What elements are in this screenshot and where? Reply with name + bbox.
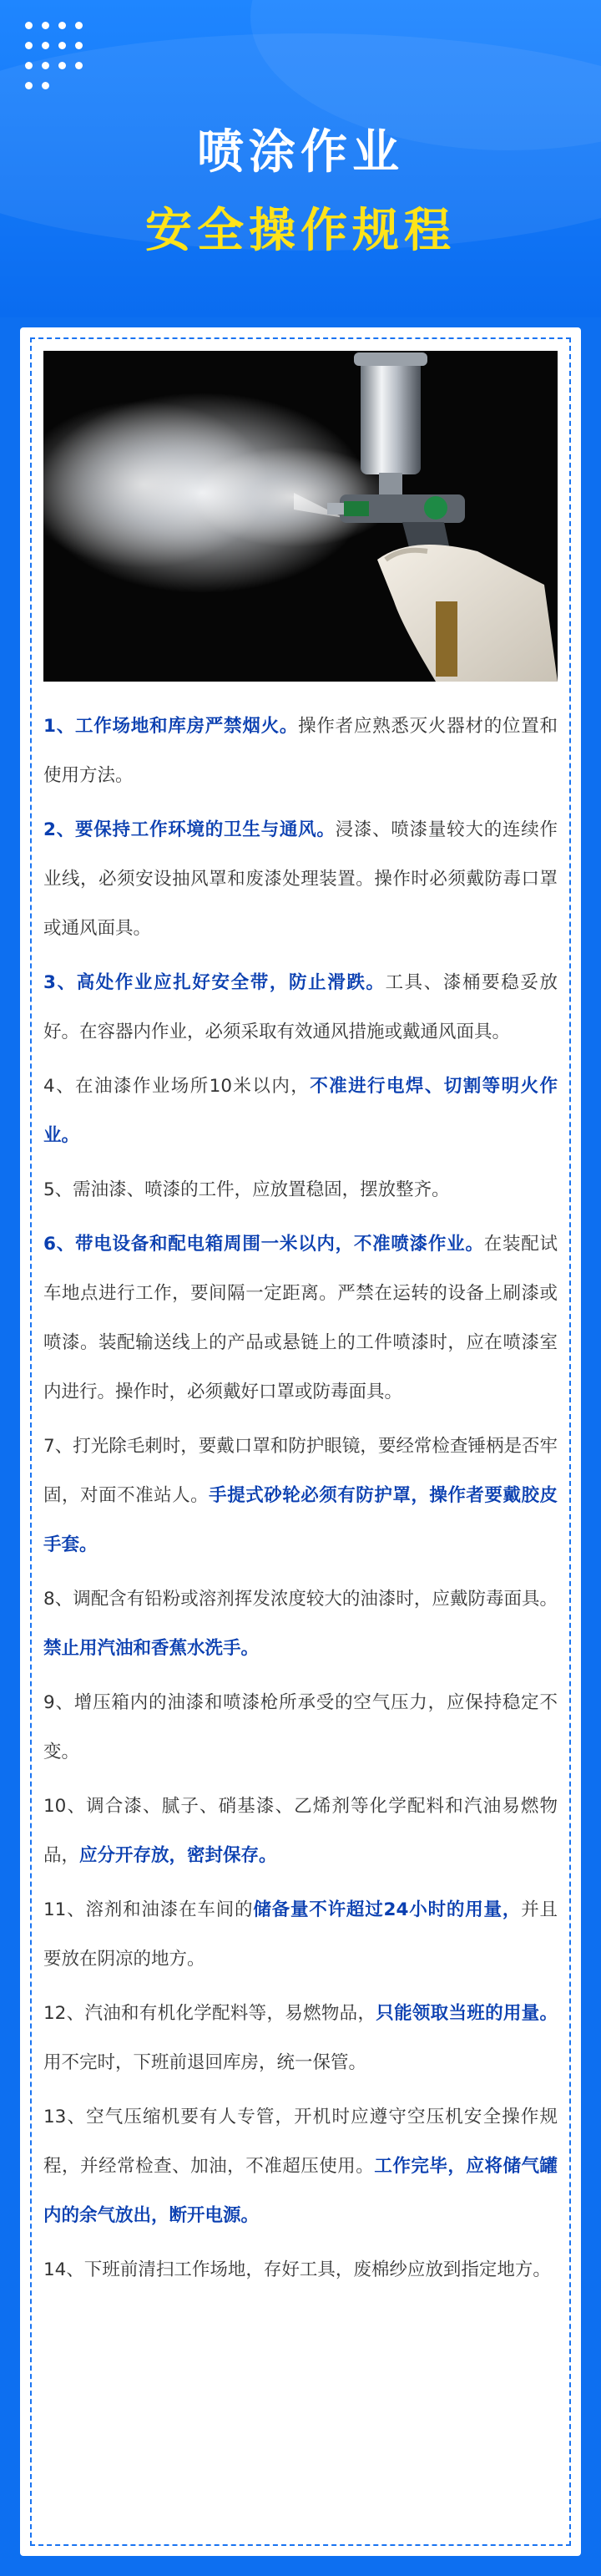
rule-item (43, 1885, 558, 1984)
rule-highlight-text: 手提式砂轮必须有防护罩，操作者要戴胶皮手套。 (43, 1485, 558, 1555)
decorative-dot (58, 22, 66, 29)
rule-item (43, 958, 558, 1057)
rule-text: 操作者应熟悉灭火器材的位置和使用方法。 (43, 716, 558, 786)
rule-item (43, 805, 558, 953)
decorative-dot (42, 22, 49, 29)
decorative-dot (42, 42, 49, 49)
rule-item (43, 702, 558, 800)
decorative-dot (25, 62, 33, 69)
content-card (20, 327, 581, 2556)
rule-item (43, 1220, 558, 1417)
rule-text: 13、空气压缩机要有人专管，开机时应遵守空压机安全操作规程，并经常检查、加油，不准超压使用。 (43, 2107, 558, 2177)
rule-highlight-text: 6、带电设备和配电箱周围一米以内，不准喷漆作业。 (43, 1234, 484, 1255)
page-title-line2: 安全操作规程 (145, 204, 456, 258)
rule-item (43, 2245, 558, 2295)
header-banner (0, 0, 601, 317)
rule-text: 11、溶剂和油漆在车间的 (43, 1899, 254, 1920)
rule-text: 10、调合漆、腻子、硝基漆、乙烯剂等化学配料和汽油易燃物品， (43, 1796, 558, 1866)
rule-text: 12、汽油和有机化学配料等，易燃物品， (43, 2003, 376, 2024)
decorative-dot (25, 42, 33, 49)
decorative-dot (58, 62, 66, 69)
rule-text: 9、增压箱内的油漆和喷漆枪所承受的空气压力，应保持稳定不变。 (43, 1692, 558, 1762)
rule-highlight-text: 1、工作场地和库房严禁烟火。 (43, 716, 299, 737)
rule-highlight-text: 工作完毕，应将储气罐内的余气放出，断开电源。 (43, 2156, 558, 2226)
rule-text: 7、打光除毛刺时，要戴口罩和防护眼镜，要经常检查锤柄是否牢固，对面不准站人。 (43, 1436, 558, 1506)
decorative-dot (25, 82, 33, 89)
rule-text: 在装配试车地点进行工作，要间隔一定距离。严禁在运转的设备上刷漆或喷漆。装配输送线上的产品或悬链上的工件喷漆时，应在喷漆室内进行。操作时，必须戴好口罩或防毒面具。 (43, 1234, 558, 1402)
page-title-line1: 喷涂作业 (197, 125, 404, 180)
rule-highlight-text: 只能领取当班的用量。 (376, 2003, 558, 2024)
rule-highlight-text: 应分开存放，密封保存。 (79, 1845, 277, 1866)
rule-item (43, 1678, 558, 1777)
rule-highlight-text: 禁止用汽油和香蕉水洗手。 (43, 1638, 260, 1659)
rule-text: 工具、漆桶要稳妥放好。在容器内作业，必须采取有效通风措施或戴通风面具。 (43, 972, 558, 1042)
rule-text: 14、下班前清扫工作场地，存好工具，废棉纱应放到指定地方。 (43, 2259, 551, 2280)
rule-item (43, 1165, 558, 1214)
rule-item (43, 1422, 558, 1569)
rule-item (43, 2092, 558, 2240)
decorative-dot (75, 22, 83, 29)
rule-highlight-text: 2、要保持工作环境的卫生与通风。 (43, 819, 336, 840)
rule-highlight-text: 储备量不许超过24小时的用量， (253, 1899, 522, 1920)
decorative-dot (75, 42, 83, 49)
rule-text: 浸漆、喷漆量较大的连续作业线，必须安设抽风罩和废漆处理装置。操作时必须戴防毒口罩或通风面具。 (43, 819, 558, 939)
decorative-dot (25, 22, 33, 29)
rule-text: 5、需油漆、喷漆的工件，应放置稳固，摆放整齐。 (43, 1179, 450, 1200)
decorative-dots-icon (25, 22, 92, 114)
spray-gun-photo (43, 351, 558, 682)
rule-text: 并且要放在阴凉的地方。 (43, 1899, 558, 1970)
rule-item (43, 1062, 558, 1160)
decorative-dot (75, 62, 83, 69)
rule-text: 8、调配含有铅粉或溶剂挥发浓度较大的油漆时，应戴防毒面具。 (43, 1589, 558, 1610)
decorative-dot (58, 42, 66, 49)
spray-gun-icon (43, 351, 558, 682)
rule-highlight-text: 不准进行电焊、切割等明火作业。 (43, 1076, 558, 1146)
rule-item (43, 1989, 558, 2087)
rule-text: 4、在油漆作业场所10米以内， (43, 1076, 311, 1097)
rule-text: 用不完时，下班前退回库房，统一保管。 (43, 2052, 367, 2073)
rule-item (43, 1782, 558, 1880)
rule-item (43, 1575, 558, 1673)
decorative-dot (42, 82, 49, 89)
rules-list (43, 702, 558, 2300)
rule-highlight-text: 3、高处作业应扎好安全带，防止滑跌。 (43, 972, 386, 993)
decorative-dot (42, 62, 49, 69)
